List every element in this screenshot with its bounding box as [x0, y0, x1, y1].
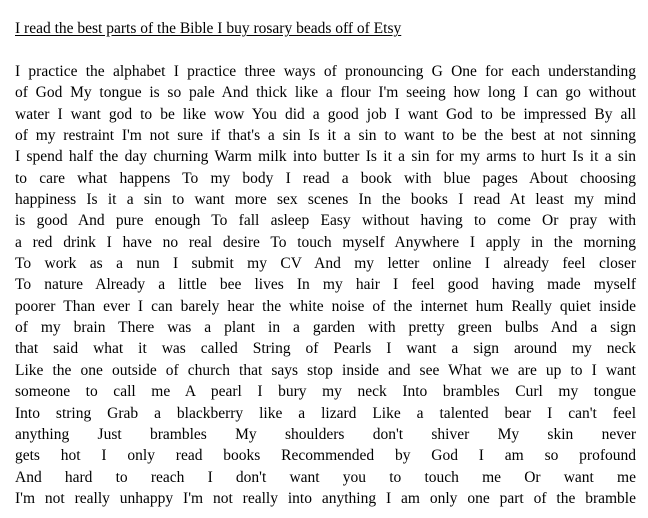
- poem-line: a red drink I have no real desire To touch myself Anywhere I apply in the morning: [15, 233, 636, 251]
- poem-line: happiness Is it a sin to want more sex scenes In the books I read At least my mind: [15, 191, 636, 209]
- poem-line: To nature Already a little bee lives In my hair I feel good having made myself: [15, 276, 636, 294]
- poem-line: Into string Grab a blackberry like a lizard Like a talented bear I can't feel: [15, 404, 636, 422]
- poem-line: of my restraint I'm not sure if that's a sin Is it a sin to want to be the best at not sinning: [15, 127, 636, 145]
- poem-title: I read the best parts of the Bible I buy rosary beads off of Etsy: [15, 20, 402, 37]
- poem-line: is good And pure enough To fall asleep Easy without having to come Or pray with: [15, 212, 636, 230]
- poem-line: water I want god to be like wow You did a good job I want God to be impressed By all: [15, 105, 636, 123]
- poem-line: someone to call me A pearl I bury my neck Into brambles Curl my tongue: [15, 383, 636, 401]
- poem-line: poorer Than ever I can barely hear the white noise of the internet hum Really quiet inside: [15, 297, 636, 315]
- poem-line: To work as a nun I submit my CV And my letter online I already feel closer: [15, 255, 636, 273]
- poem-line: I'm not really unhappy I'm not really into anything I am only one part of the bramble: [15, 489, 636, 507]
- poem-line: to care what happens To my body I read a book with blue pages About choosing: [15, 169, 636, 187]
- poem-line: gets hot I only read books Recommended by God I am so profound: [15, 447, 636, 465]
- poem-line: Like the one outside of church that says stop inside and see What we are up to I want: [15, 361, 636, 379]
- poem-line: I spend half the day churning Warm milk into butter Is it a sin for my arms to hurt Is it a sin: [15, 148, 636, 166]
- poem-body: [15, 61, 636, 509]
- poem-line: of God My tongue is so pale And thick like a flour I'm seeing how long I can go without: [15, 84, 636, 102]
- poem-line: I practice the alphabet I practice three ways of pronouncing G One for each understanding: [15, 63, 636, 80]
- poem-line: anything Just brambles My shoulders don't shiver My skin never: [15, 425, 636, 443]
- poem-line: of my brain There was a plant in a garden with pretty green bulbs And a sign: [15, 319, 636, 337]
- poem-line: And hard to reach I don't want you to touch me Or want me: [15, 468, 636, 486]
- poem-line: that said what it was called String of Pearls I want a sign around my neck: [15, 340, 636, 358]
